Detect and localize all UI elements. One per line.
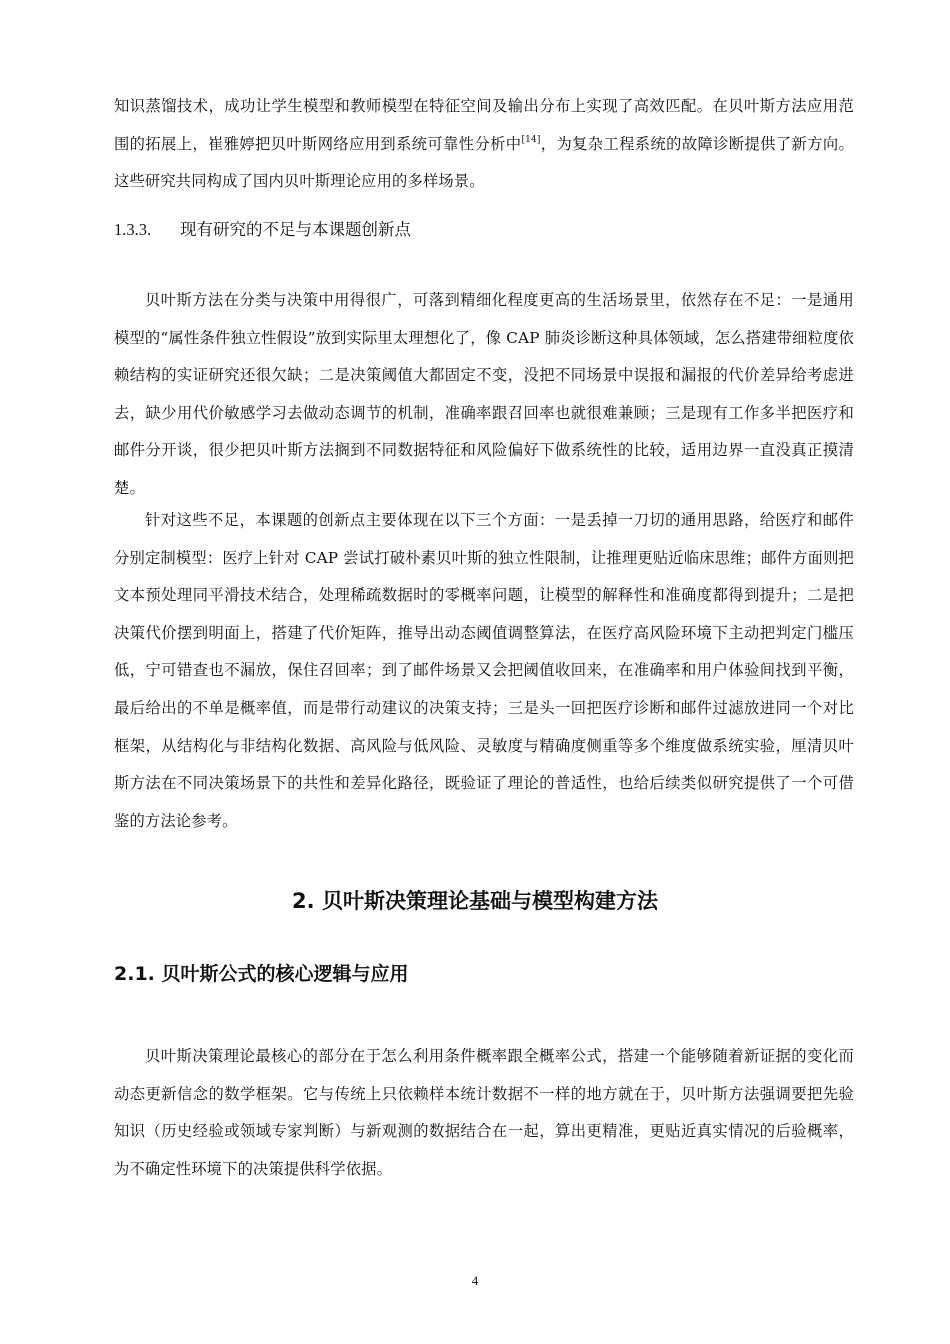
citation-reference: [14]: [521, 134, 541, 145]
paragraph-shortcomings: 贝叶斯方法在分类与决策中用得很广，可落到精细化程度更高的生活场景里，依然存在不足：一是通用模型的“属性条件独立性假设”放到实际里太理想化了，像 CAP 肺炎诊断这种具体领域，怎么搭建带细粒度依赖结构的实证研究还很欠缺；二是决策阈值大都固定不变，没把不同场景中误报和漏报的代价差异给考虑进去，缺少用代价敏感学习去做动态调节的机制，准确率跟召回率也就很难兼顾；三是现有工作多半把医疗和邮件分开谈，很少把贝叶斯方法搁到不同数据特征和风险偏好下做系统性的比较，适用边界一直没真正摸清楚。: [114, 291, 854, 497]
paragraph-related-work-end: [114, 88, 854, 201]
paragraph-innovations: 针对这些不足，本课题的创新点主要体现在以下三个方面：一是丢掉一刀切的通用思路，给医疗和邮件分别定制模型：医疗上针对 CAP 尝试打破朴素贝叶斯的独立性限制，让推理更贴近临床思维；邮件方面则把文本预处理同平滑技术结合，处理稀疏数据时的零概率问题，让模型的解释性和准确度都得到提升；二是把决策代价摆到明面上，搭建了代价矩阵，推导出动态阈值调整算法，在医疗高风险环境下主动把判定门槛压低，宁可错查也不漏放，保住召回率；到了邮件场景又会把阈值收回来，在准确率和用户体验间找到平衡，最后给出的不单是概率值，而是带行动建议的决策支持；三是头一回把医疗诊断和邮件过滤放进同一个对比框架，从结构化与非结构化数据、高风险与低风险、灵敏度与精确度侧重等多个维度做系统实验，厘清贝叶斯方法在不同决策场景下的共性和差异化路径，既验证了理论的普适性，也给后续类似研究提供了一个可借鉴的方法论参考。: [114, 511, 854, 830]
section-heading-1-3-3: [114, 218, 411, 242]
section-number: 1.3.3.: [114, 220, 152, 239]
page-number: 4: [471, 1273, 479, 1288]
paragraph-text: 知识蒸馏技术，成功让学生模型和教师模型在特征空间及输出分布上实现了高效匹配。在贝叶斯方法应用范围的拓展上，崔雅婷把贝叶斯网络应用到系统可靠性分析中: [114, 97, 854, 153]
paragraph-text: ，为复杂工程系统的故障诊断提供了新方向。这些研究共同构成了国内贝叶斯理论应用的多样场景。: [114, 134, 854, 191]
paragraph-bayes-core: 贝叶斯决策理论最核心的部分在于怎么利用条件概率跟全概率公式，搭建一个能够随着新证据的变化而动态更新信念的数学框架。它与传统上只依赖样本统计数据不一样的地方就在于，贝叶斯方法强调要把先验知识（历史经验或领域专家判断）与新观测的数据结合在一起，算出更精准，更贴近真实情况的后验概率，为不确定性环境下的决策提供科学依据。: [114, 1047, 854, 1178]
chapter-heading-2: 2. 贝叶斯决策理论基础与模型构建方法: [292, 889, 658, 913]
section-title: 现有研究的不足与本课题创新点: [180, 220, 411, 239]
section-heading-2-1: 2.1. 贝叶斯公式的核心逻辑与应用: [114, 963, 409, 985]
